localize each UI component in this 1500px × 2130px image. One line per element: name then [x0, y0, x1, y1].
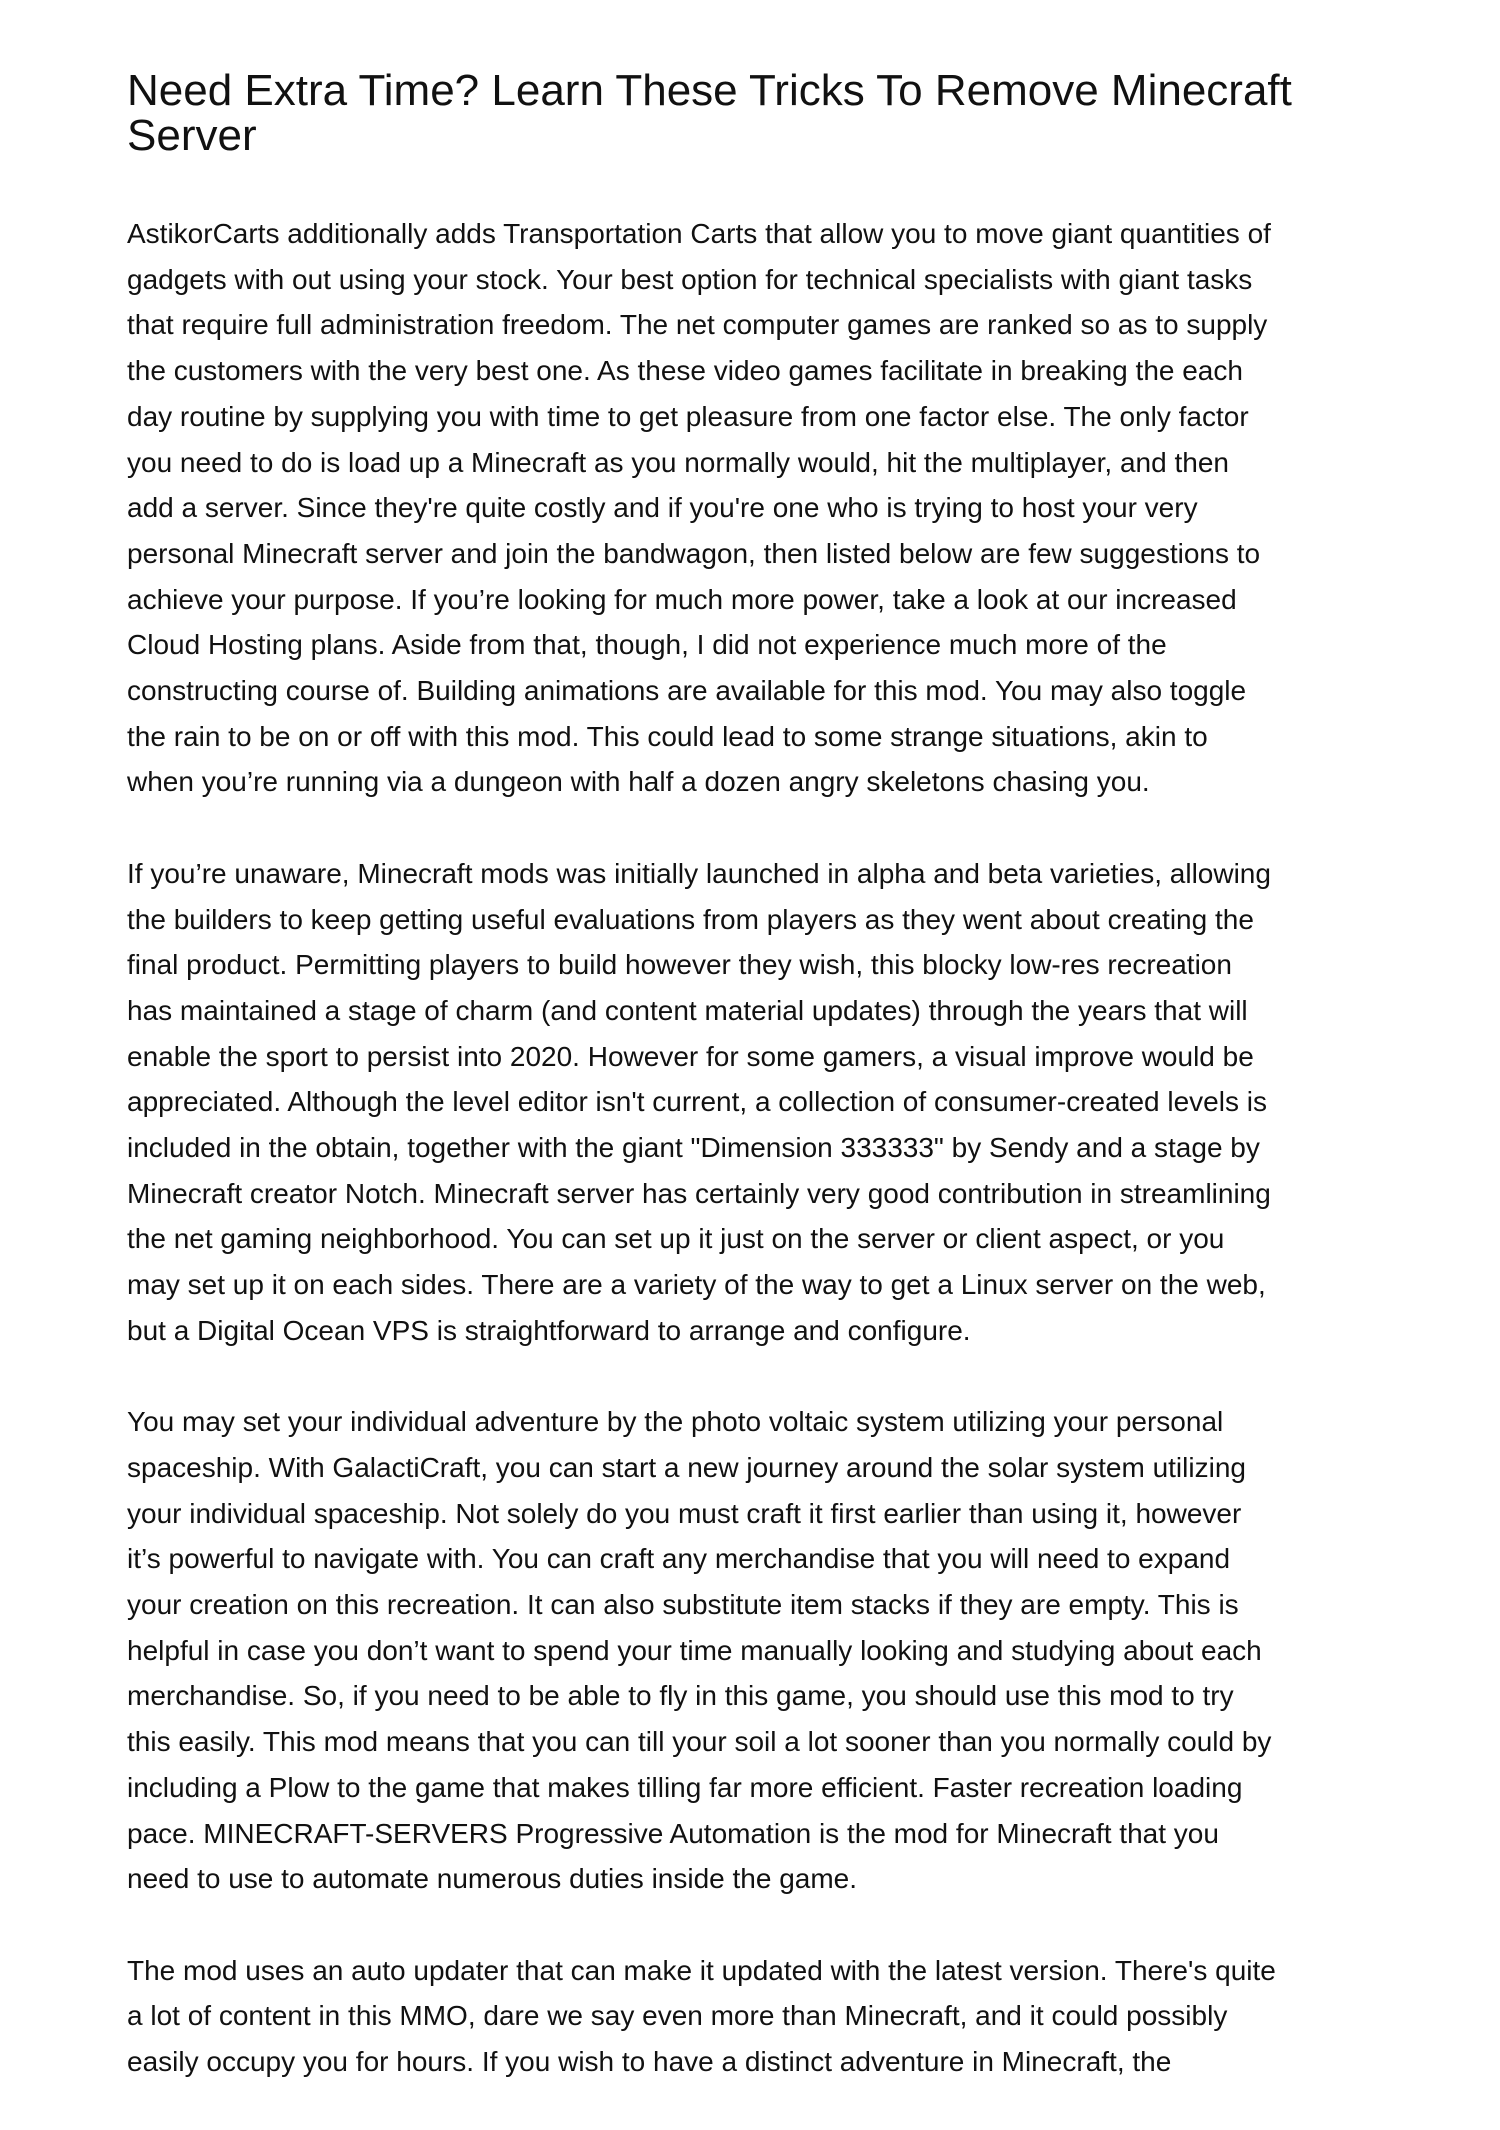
text-line: your creation on this recreation. It can also substitute item stacks if they are empty. This is [127, 1589, 1239, 1621]
text-line: the rain to be on or off with this mod. This could lead to some strange situations, akin to [127, 720, 1208, 752]
paragraph [127, 211, 1427, 805]
page-title: Need Extra Time? Learn These Tricks To Remove Minecraft Server [127, 66, 1292, 160]
text-line: the builders to keep getting useful evaluations from players as they went about creating the [127, 903, 1254, 935]
text-line: day routine by supplying you with time to get pleasure from one factor else. The only factor [127, 400, 1249, 432]
text-line: when you’re running via a dungeon with half a dozen angry skeletons chasing you. [127, 766, 1150, 798]
text-line: Minecraft creator Notch. Minecraft server has certainly very good contribution in streamlining [127, 1177, 1271, 1209]
text-line: included in the obtain, together with the giant "Dimension 333333" by Sendy and a stage by [127, 1132, 1260, 1164]
text-line: You may set your individual adventure by the photo voltaic system utilizing your personal [127, 1406, 1224, 1438]
text-line: pace. MINECRAFT-SERVERS Progressive Automation is the mod for Minecraft that you [127, 1817, 1219, 1849]
text-line: merchandise. So, if you need to be able to fly in this game, you should use this mod to try [127, 1680, 1234, 1712]
text-line: you need to do is load up a Minecraft as you normally would, hit the multiplayer, and then [127, 446, 1229, 478]
text-line: helpful in case you don’t want to spend your time manually looking and studying about each [127, 1634, 1262, 1666]
text-line: this easily. This mod means that you can till your soil a lot sooner than you normally could by [127, 1726, 1272, 1758]
text-line: that require full administration freedom. The net computer games are ranked so as to supply [127, 309, 1268, 341]
paragraph [127, 1948, 1427, 2085]
text-line: enable the sport to persist into 2020. However for some gamers, a visual improve would be [127, 1040, 1254, 1072]
text-line: achieve your purpose. If you’re looking for much more power, take a look at our increased [127, 583, 1237, 615]
text-line: final product. Permitting players to build however they wish, this blocky low-res recreation [127, 949, 1232, 981]
text-line: appreciated. Although the level editor isn't current, a collection of consumer-created levels is [127, 1086, 1267, 1118]
text-line: including a Plow to the game that makes tilling far more efficient. Faster recreation loading [127, 1771, 1243, 1803]
text-line: Cloud Hosting plans. Aside from that, though, I did not experience much more of the [127, 629, 1167, 661]
text-line: personal Minecraft server and join the bandwagon, then listed below are few suggestions to [127, 537, 1261, 569]
text-line: your individual spaceship. Not solely do you must craft it first earlier than using it, however [127, 1497, 1242, 1529]
article-body [127, 211, 1427, 2130]
text-line: may set up it on each sides. There are a variety of the way to get a Linux server on the web, [127, 1269, 1266, 1301]
text-line: a lot of content in this MMO, dare we say even more than Minecraft, and it could possibly [127, 2000, 1228, 2032]
text-line: it’s powerful to navigate with. You can craft any merchandise that you will need to expand [127, 1543, 1231, 1575]
text-line: The mod uses an auto updater that can make it updated with the latest version. There's quite [127, 1954, 1276, 1986]
text-line: the net gaming neighborhood. You can set up it just on the server or client aspect, or you [127, 1223, 1225, 1255]
text-line: add a server. Since they're quite costly and if you're one who is trying to host your very [127, 492, 1198, 524]
text-line: easily occupy you for hours. If you wish to have a distinct adventure in Minecraft, the [127, 2046, 1172, 2078]
text-line: need to use to automate numerous duties inside the game. [127, 1863, 858, 1895]
text-line: the customers with the very best one. As these video games facilitate in breaking the each [127, 355, 1243, 387]
text-line: AstikorCarts additionally adds Transportation Carts that allow you to move giant quantities of [127, 218, 1271, 249]
text-line: has maintained a stage of charm (and content material updates) through the years that will [127, 994, 1248, 1026]
text-line: spaceship. With GalactiCraft, you can start a new journey around the solar system utilizing [127, 1451, 1246, 1483]
text-line: gadgets with out using your stock. Your best option for technical specialists with giant tasks [127, 263, 1253, 295]
text-line: constructing course of. Building animations are available for this mod. You may also toggle [127, 675, 1247, 707]
paragraph [127, 1399, 1427, 1902]
text-line: If you’re unaware, Minecraft mods was initially launched in alpha and beta varieties, allowing [127, 857, 1271, 889]
text-line: but a Digital Ocean VPS is straightforward to arrange and configure. [127, 1314, 971, 1346]
paragraph [127, 851, 1427, 1354]
